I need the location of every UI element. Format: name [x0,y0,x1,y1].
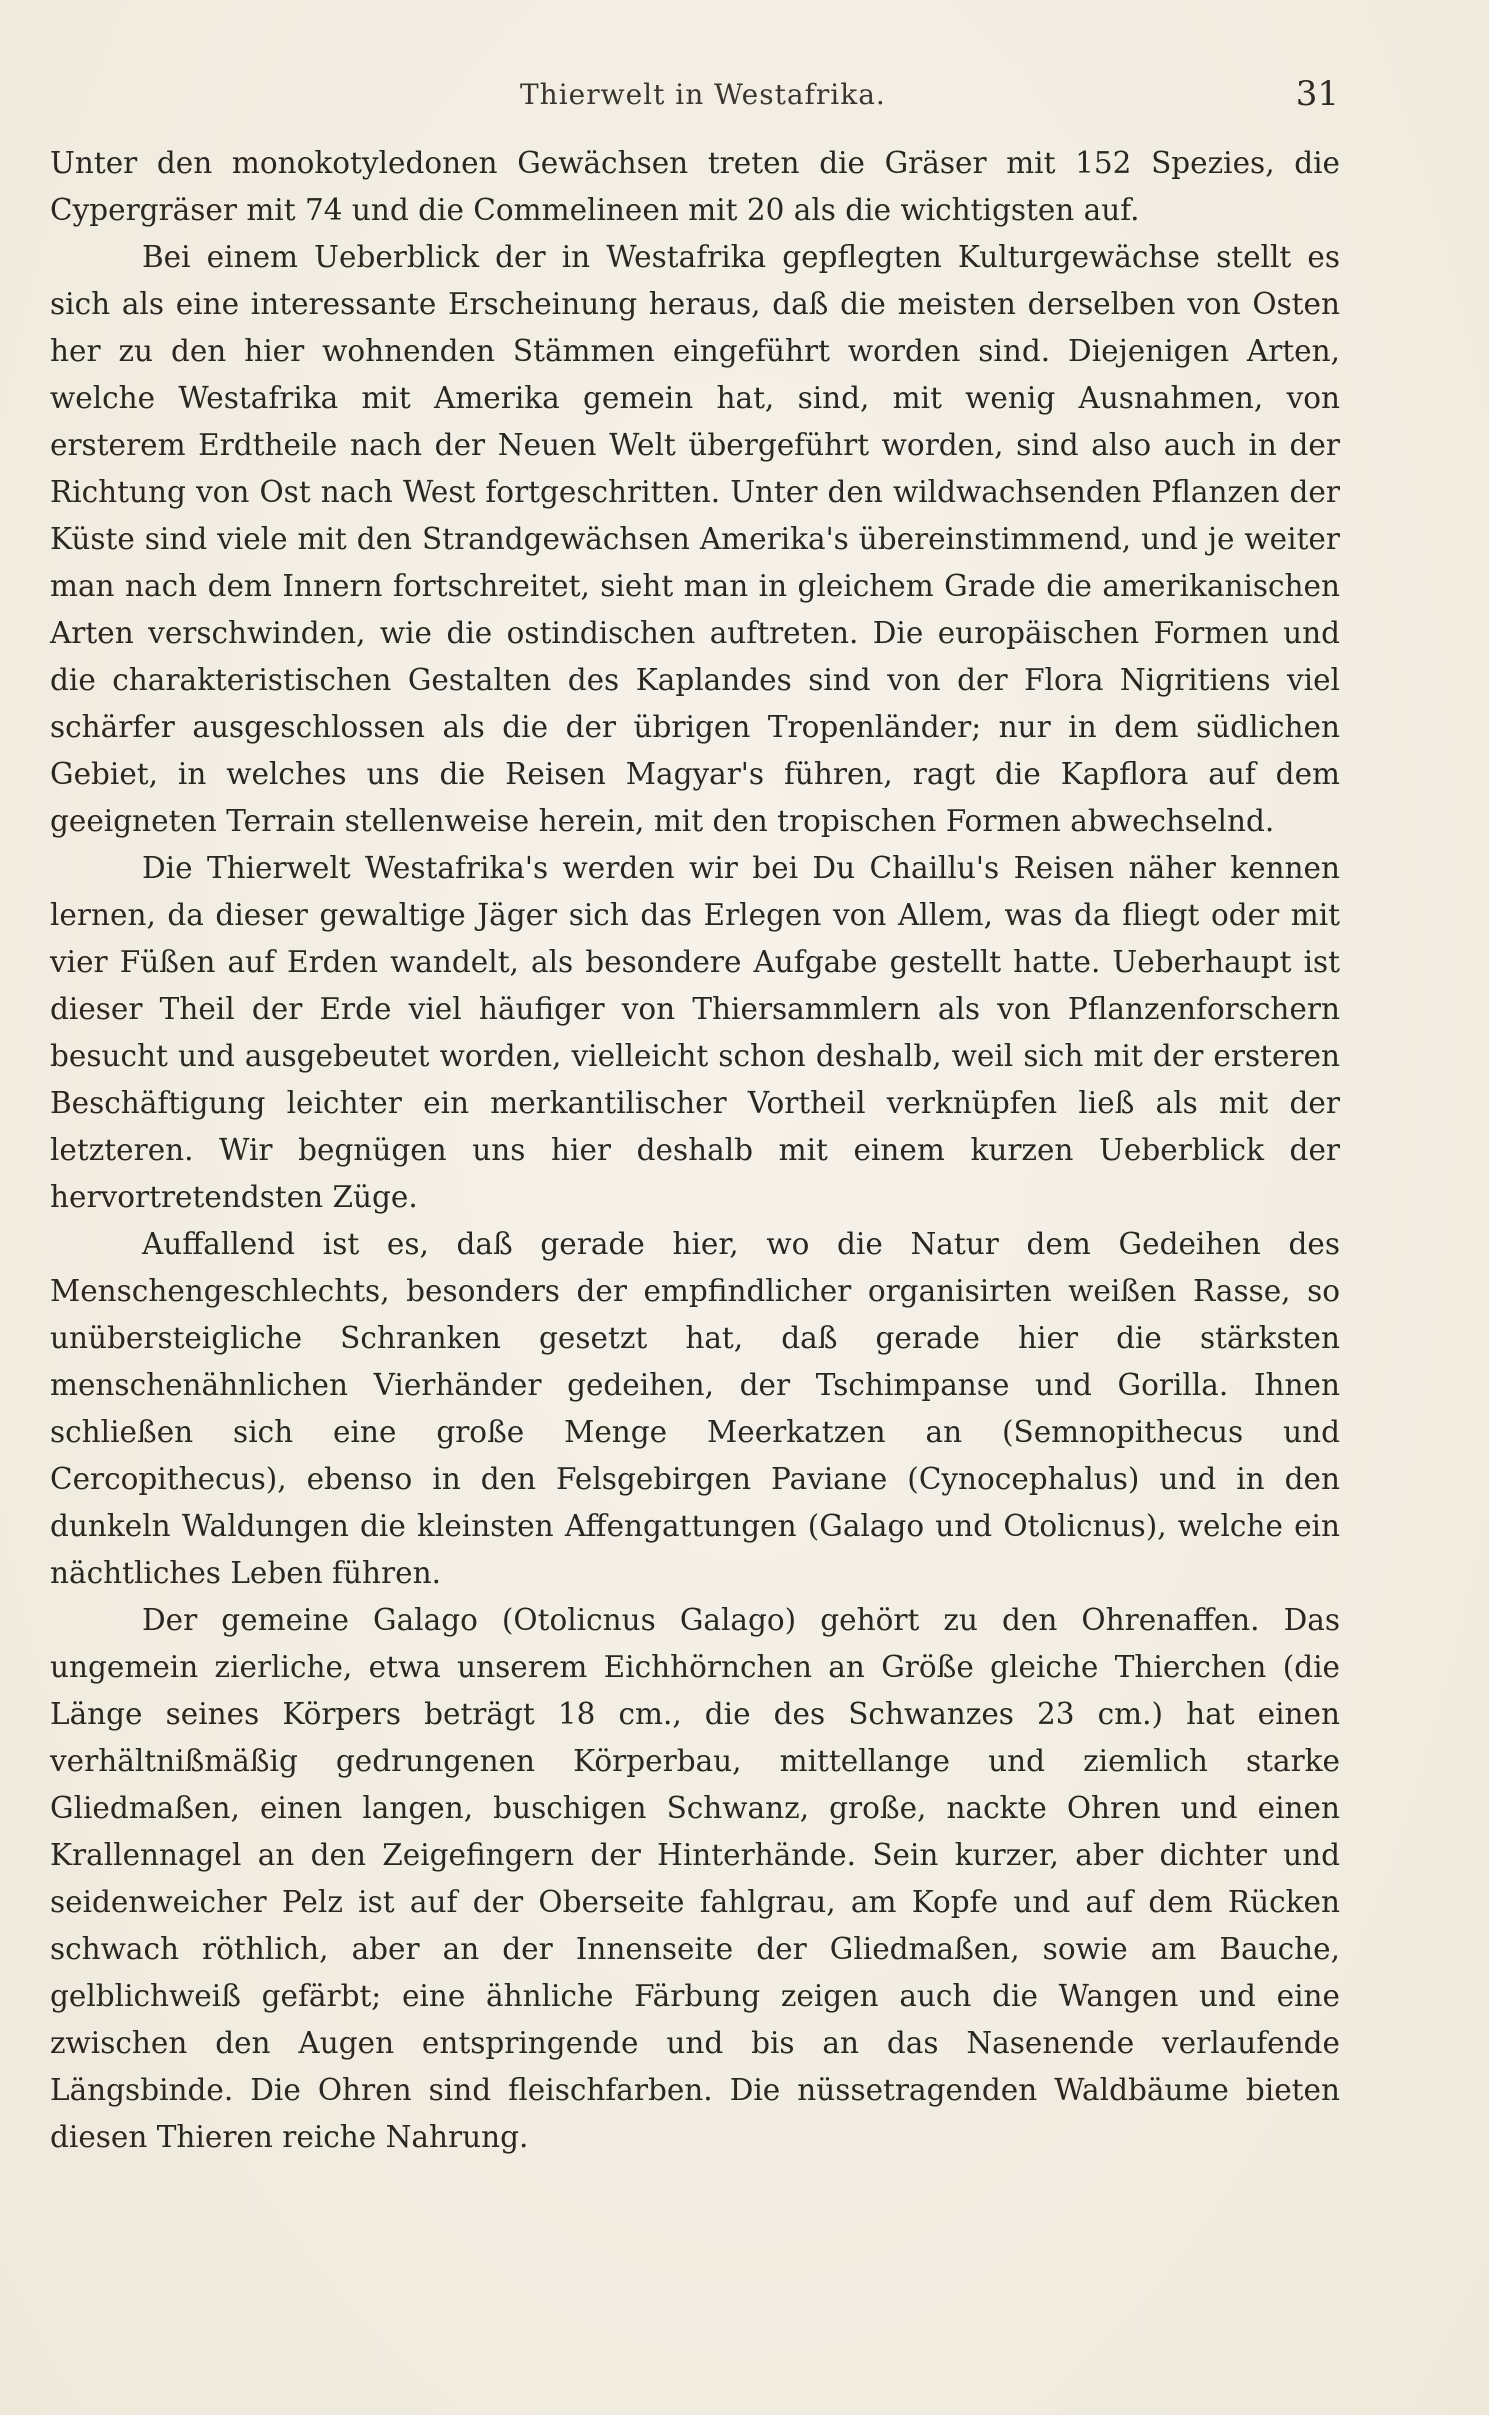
paragraph-2: Bei einem Ueberblick der in Westafrika gepflegten Kulturgewächse stellt es sich als eine interessante Erscheinung heraus, daß die meisten derselben von Osten her zu den hier wohnenden Stämmen eingeführt worden sind. Diejenigen Arten, welche Westafrika mit Amerika gemein hat, sind, mit wenig Ausnahmen, von ersterem Erdtheile nach der Neuen Welt übergeführt worden, sind also auch in der Richtung von Ost nach West fortgeschritten. Unter den wildwachsenden Pflanzen der Küste sind viele mit den Strandgewächsen Amerika's übereinstimmend, und je weiter man nach dem Innern fortschreitet, sieht man in gleichem Grade die amerikanischen Arten verschwinden, wie die ostindischen auftreten. Die europäischen Formen und die charakteristischen Gestalten des Kaplandes sind von der Flora Nigritiens viel schärfer ausgeschlossen als die der übrigen Tropenländer; nur in dem südlichen Gebiet, in welches uns die Reisen Magyar's führen, ragt die Kapflora auf dem geeigneten Terrain stellenweise herein, mit den tropischen Formen abwechselnd. [50,240,1340,838]
paragraph-5: Der gemeine Galago (Otolicnus Galago) gehört zu den Ohrenaffen. Das ungemein zierliche, etwa unserem Eichhörnchen an Größe gleiche Thierchen (die Länge seines Körpers beträgt 18 cm., die des Schwanzes 23 cm.) hat einen verhältnißmäßig gedrungenen Körperbau, mittellange und ziemlich starke Gliedmaßen, einen langen, buschigen Schwanz, große, nackte Ohren und einen Krallennagel an den Zeigefingern der Hinterhände. Sein kurzer, aber dichter und seidenweicher Pelz ist auf der Oberseite fahlgrau, am Kopfe und auf dem Rücken schwach röthlich, aber an der Innenseite der Gliedmaßen, sowie am Bauche, gelblichweiß gefärbt; eine ähnliche Färbung zeigen auch die Wangen und eine zwischen den Augen entspringende und bis an das Nasenende verlaufende Längsbinde. Die Ohren sind fleischfarben. Die nüssetragenden Waldbäume bieten diesen Thieren reiche Nahrung. [50,1603,1340,2154]
page-number: 31 [1295,74,1339,114]
running-title: Thierwelt in Westafrika. [520,78,886,111]
running-head [0,74,1489,118]
paragraph-1: Unter den monokotyledonen Gewächsen treten die Gräser mit 152 Spezies, die Cypergräser mit 74 und die Commelineen mit 20 als die wichtigsten auf. [50,146,1340,227]
body-text [50,140,1340,2161]
paragraph-4: Auffallend ist es, daß gerade hier, wo die Natur dem Gedeihen des Menschengeschlechts, besonders der empfindlicher organisirten weißen Rasse, so unübersteigliche Schranken gesetzt hat, daß gerade hier die stärksten menschenähnlichen Vierhänder gedeihen, der Tschimpanse und Gorilla. Ihnen schließen sich eine große Menge Meerkatzen an (Semnopithecus und Cercopithecus), ebenso in den Felsgebirgen Paviane (Cynocephalus) und in den dunkeln Waldungen die kleinsten Affengattungen (Galago und Otolicnus), welche ein nächtliches Leben führen. [50,1227,1340,1590]
paragraph-3: Die Thierwelt Westafrika's werden wir bei Du Chaillu's Reisen näher kennen lernen, da dieser gewaltige Jäger sich das Erlegen von Allem, was da fliegt oder mit vier Füßen auf Erden wandelt, als besondere Aufgabe gestellt hatte. Ueberhaupt ist dieser Theil der Erde viel häufiger von Thiersammlern als von Pflanzenforschern besucht und ausgebeutet worden, vielleicht schon deshalb, weil sich mit der ersteren Beschäftigung leichter ein merkantilischer Vortheil verknüpfen ließ als mit der letzteren. Wir begnügen uns hier deshalb mit einem kurzen Ueberblick der hervortretendsten Züge. [50,851,1340,1214]
